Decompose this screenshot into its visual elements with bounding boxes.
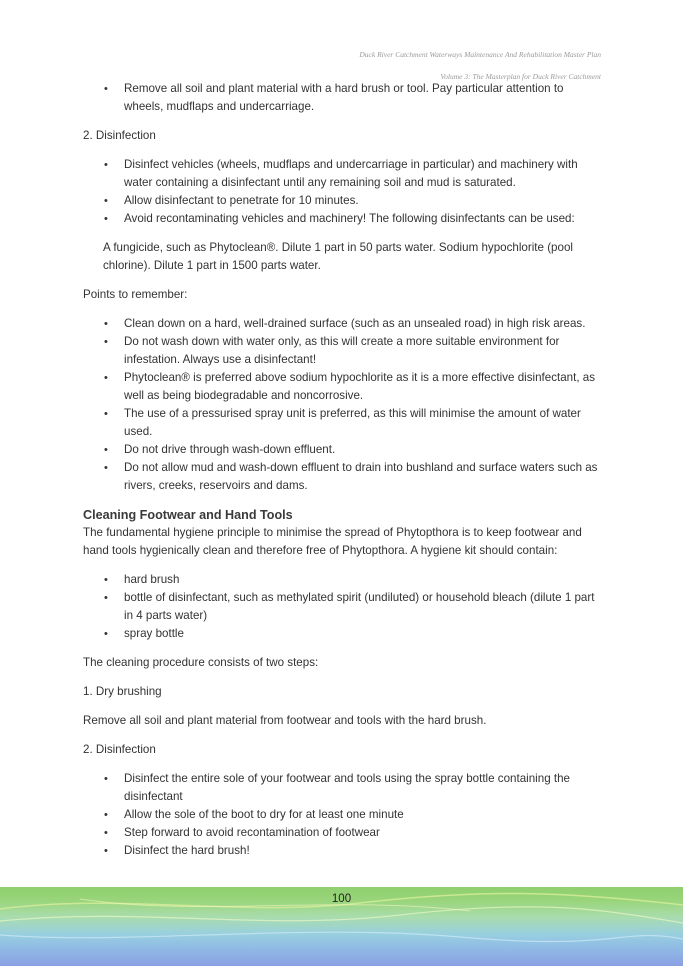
header-document-title: Duck River Catchment Waterways Maintenance And Rehabilitation Master Plan (359, 50, 601, 59)
list-item: • Do not allow mud and wash-down effluent to drain into bushland and surface waters such as rivers, creeks, reservoirs and dams. (83, 459, 603, 495)
list-item: • bottle of disinfectant, such as methylated spirit (undiluted) or household bleach (dilute 1 part in 4 parts water) (83, 589, 603, 625)
footwear-disinfection-list (83, 770, 603, 860)
points-list (83, 315, 603, 495)
page-number: 100 (331, 893, 352, 905)
list-item: • Remove all soil and plant material with a hard brush or tool. Pay particular attention to wheels, mudflaps and undercarriage. (83, 80, 603, 116)
list-item: • Disinfect the entire sole of your footwear and tools using the spray bottle containing the disinfectant (83, 770, 603, 806)
section-intro: The fundamental hygiene principle to minimise the spread of Phytopthora is to keep footwear and hand tools hygienically clean and therefore free of Phytopthora. A hygiene kit should contain: (83, 526, 582, 557)
step2-heading: 2. Disinfection (83, 743, 156, 756)
points-heading: Points to remember: (83, 288, 188, 301)
page-content (83, 80, 603, 860)
vehicle-cleaning-list (83, 80, 603, 116)
list-item: • Phytoclean® is preferred above sodium hypochlorite as it is a more effective disinfectant, as well as being biodegradable and noncorrosive. (83, 369, 603, 405)
procedure-intro: The cleaning procedure consists of two steps: (83, 656, 319, 669)
step1-heading: 1. Dry brushing (83, 685, 162, 698)
list-item: • Do not wash down with water only, as this will create a more suitable environment for infestation. Always use a disinfectant! (83, 333, 603, 369)
list-item: • hard brush (83, 571, 603, 589)
list-item: • The use of a pressurised spray unit is preferred, as this will minimise the amount of water used. (83, 405, 603, 441)
disinfectant-note: A fungicide, such as Phytoclean®. Dilute 1 part in 50 parts water. Sodium hypochlorite (pool chlorine). Dilute 1 part in 1500 parts water. (103, 241, 573, 272)
list-item: • Do not drive through wash-down effluent. (83, 441, 603, 459)
list-item: • Disinfect vehicles (wheels, mudflaps and undercarriage in particular) and machinery with water containing a disinfectant until any remaining soil and mud is saturated. (83, 156, 603, 192)
header-volume-title: Volume 3: The Masterplan for Duck River Catchment (440, 72, 601, 81)
list-item: • Clean down on a hard, well-drained surface (such as an unsealed road) in high risk areas. (83, 315, 603, 333)
list-item: • Avoid recontaminating vehicles and machinery! The following disinfectants can be used: (83, 210, 603, 228)
list-item: • Allow the sole of the boot to dry for at least one minute (83, 806, 603, 824)
list-item: • spray bottle (83, 625, 603, 643)
vehicle-disinfection-list (83, 156, 603, 228)
step1-text: Remove all soil and plant material from footwear and tools with the hard brush. (83, 714, 487, 727)
list-item: • Disinfect the hard brush! (83, 842, 603, 860)
list-item: • Step forward to avoid recontamination of footwear (83, 824, 603, 842)
disinfection-heading: 2. Disinfection (83, 129, 156, 142)
hygiene-kit-list (83, 571, 603, 643)
section-title: Cleaning Footwear and Hand Tools (83, 508, 293, 522)
list-item: • Allow disinfectant to penetrate for 10 minutes. (83, 192, 603, 210)
